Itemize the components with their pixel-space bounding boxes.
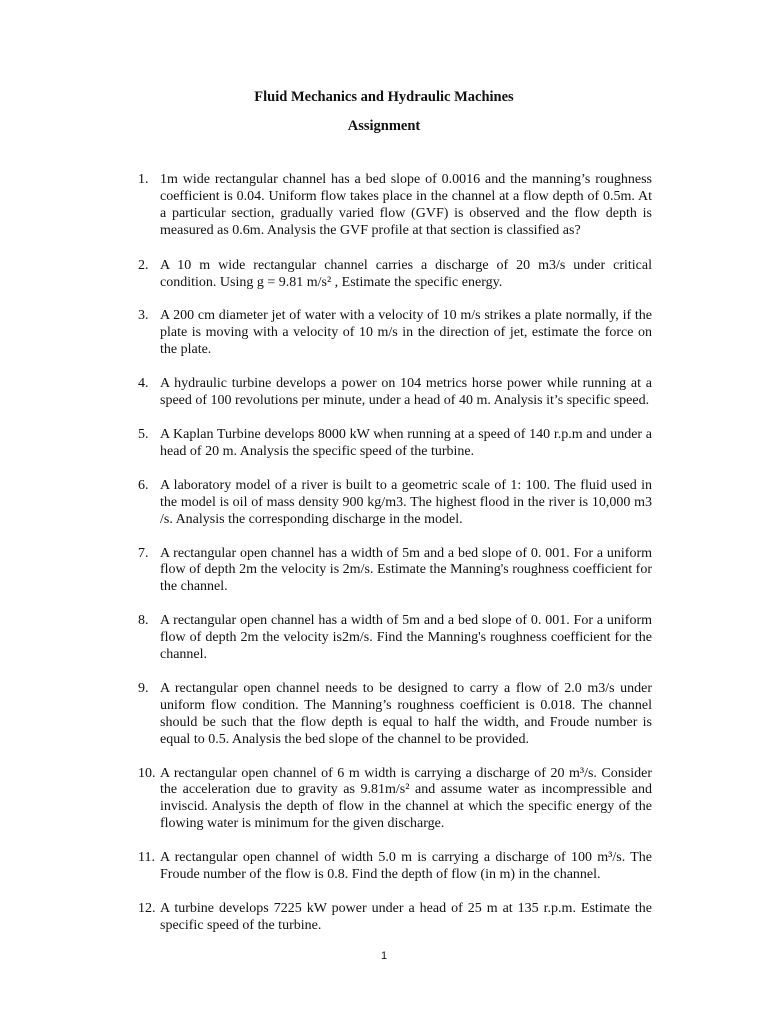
document-subtitle: Assignment bbox=[347, 118, 421, 134]
document-title: Fluid Mechanics and Hydraulic Machines bbox=[254, 89, 514, 105]
question-text: A turbine develops 7225 kW power under a head of 25 m at 135 r.p.m. Estimate the specific speed of the turbine. bbox=[160, 901, 652, 933]
question-number: 1. bbox=[138, 172, 149, 187]
question-item bbox=[138, 546, 652, 597]
question-text: A rectangular open channel has a width of 5m and a bed slope of 0. 001. For a uniform flow of depth 2m the velocity is2m/s. Find the Manning's roughness coefficient for the channel. bbox=[160, 613, 652, 663]
question-item bbox=[138, 613, 652, 664]
question-text: A rectangular open channel needs to be designed to carry a flow of 2.0 m3/s under uniform flow condition. The Manning’s roughness coefficient is 0.018. The channel should be such that the flow depth is equal to half the width, and Froude number is equal to 0.5. Analysis the bed slope of the channel to be provided. bbox=[160, 680, 652, 747]
question-item bbox=[138, 478, 652, 529]
question-text: A hydraulic turbine develops a power on 104 metrics horse power while running at a speed of 100 revolutions per minute, under a head of 40 m. Analysis it’s specific speed. bbox=[160, 376, 652, 409]
question-list bbox=[138, 172, 652, 935]
question-number: 12. bbox=[138, 901, 156, 916]
question-number: 8. bbox=[138, 613, 149, 629]
question-number: 11. bbox=[138, 850, 155, 866]
question-text: A rectangular open channel has a width of 5m and a bed slope of 0. 001. For a uniform flow of depth 2m the velocity is 2m/s. Estimate the Manning's roughness coefficient for the channel. bbox=[160, 545, 652, 595]
question-text: A rectangular open channel of width 5.0 m is carrying a discharge of 100 m³/s. The Froude number of the flow is 0.8. Find the depth of flow (in m) in the channel. bbox=[160, 850, 652, 883]
question-number: 6. bbox=[138, 477, 149, 493]
question-text: A 10 m wide rectangular channel carries a discharge of 20 m3/s under critical condition. Using g = 9.81 m/s² , Estimate the specific energy. bbox=[160, 257, 652, 290]
question-text: A 200 cm diameter jet of water with a velocity of 10 m/s strikes a plate normally, if the plate is moving with a velocity of 10 m/s in the direction of jet, estimate the force on the plate. bbox=[160, 308, 652, 358]
question-item bbox=[138, 172, 652, 240]
question-item bbox=[138, 901, 652, 935]
question-number: 5. bbox=[138, 426, 149, 442]
question-number: 9. bbox=[138, 680, 149, 696]
question-item bbox=[138, 427, 652, 461]
question-item bbox=[138, 681, 652, 749]
question-item bbox=[138, 766, 652, 834]
question-number: 2. bbox=[138, 257, 149, 273]
question-number: 4. bbox=[138, 376, 149, 392]
question-item bbox=[138, 258, 652, 292]
question-item bbox=[138, 376, 652, 410]
question-text: A rectangular open channel of 6 m width is carrying a discharge of 20 m³/s. Consider the acceleration due to gravity as 9.81m/s² and assume water as incompressible and inviscid. Analysis the depth of flow in the channel at which the specific energy of the flowing water is minimum for the given discharge. bbox=[160, 765, 652, 832]
question-number: 10. bbox=[138, 765, 156, 781]
question-item bbox=[138, 850, 652, 884]
question-item bbox=[138, 308, 652, 359]
question-number: 7. bbox=[138, 545, 149, 561]
question-text: 1m wide rectangular channel has a bed slope of 0.0016 and the manning’s roughness coefficient is 0.04. Uniform flow takes place in the channel at a flow depth of 0.5m. At a particular section, gradually varied flow (GVF) is observed and the flow depth is measured as 0.6m. Analysis the GVF profile at that section is classified as? bbox=[160, 172, 652, 238]
question-number: 3. bbox=[138, 308, 149, 324]
question-text: A laboratory model of a river is built to a geometric scale of 1: 100. The fluid used in the model is oil of mass density 900 kg/m3. The highest flood in the river is 10,000 m3 /s. Analysis the corresponding discharge in the model. bbox=[160, 477, 652, 527]
page-number: 1 bbox=[380, 950, 388, 962]
question-text: A Kaplan Turbine develops 8000 kW when running at a speed of 140 r.p.m and under a head of 20 m. Analysis the specific speed of the turbine. bbox=[160, 426, 652, 459]
